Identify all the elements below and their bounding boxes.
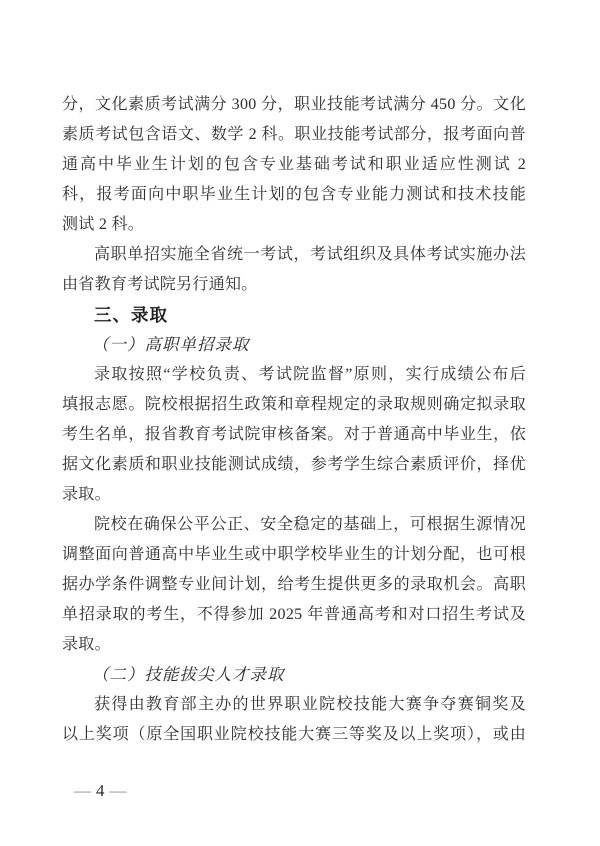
body-line: 院校在确保公平公正、安全稳定的基础上，可根据生源情况 bbox=[94, 516, 526, 533]
body-line: 以上奖项（原全国职业院校技能大赛三等奖及以上奖项），或由 bbox=[62, 726, 526, 743]
body-line: 据文化素质和职业技能测试成绩，参考学生综合素质评价，择优 bbox=[62, 456, 526, 473]
subsection-heading: （一）高职单招录取 bbox=[92, 335, 250, 354]
body-line: 录取按照“学校负责、考试院监督”原则，实行成绩公布后 bbox=[94, 366, 526, 383]
body-line: 分，文化素质考试满分 300 分，职业技能考试满分 450 分。文化 bbox=[62, 96, 526, 113]
body-line: 调整面向普通高中毕业生或中职学校毕业生的计划分配，也可根 bbox=[62, 546, 526, 563]
section-heading: 三、录取 bbox=[94, 305, 168, 325]
page-number: 4 bbox=[96, 781, 105, 800]
body-line: 测试 2 科。 bbox=[62, 216, 145, 233]
document-body bbox=[62, 90, 526, 750]
subsection-heading: （二）技能拔尖人才录取 bbox=[92, 665, 285, 684]
body-line: 素质考试包含语文、数学 2 科。职业技能考试部分，报考面向普 bbox=[62, 126, 526, 143]
body-line: 通高中毕业生计划的包含专业基础考试和职业适应性测试 2 bbox=[62, 156, 526, 173]
body-line: 考生名单，报省教育考试院审核备案。对于普通高中毕业生，依 bbox=[62, 426, 526, 443]
body-line: 高职单招实施全省统一考试，考试组织及具体考试实施办法 bbox=[94, 246, 526, 263]
body-line: 据办学条件调整专业间计划，给考生提供更多的录取机会。高职 bbox=[62, 576, 526, 593]
body-line: 录取。 bbox=[62, 636, 111, 653]
body-line: 单招录取的考生，不得参加 2025 年普通高考和对口招生考试及 bbox=[62, 606, 526, 623]
body-line: 由省教育考试院另行通知。 bbox=[62, 276, 258, 293]
body-line: 填报志愿。院校根据招生政策和章程规定的录取规则确定拟录取 bbox=[62, 396, 526, 413]
body-line: 录取。 bbox=[62, 486, 111, 503]
body-line: 科，报考面向中职毕业生计划的包含专业能力测试和技术技能 bbox=[62, 186, 526, 203]
footer-dash-left: — bbox=[74, 781, 91, 800]
footer-dash-right: — bbox=[109, 781, 127, 800]
body-line: 获得由教育部主办的世界职业院校技能大赛争夺赛铜奖及 bbox=[94, 696, 526, 713]
page-footer bbox=[74, 776, 127, 806]
